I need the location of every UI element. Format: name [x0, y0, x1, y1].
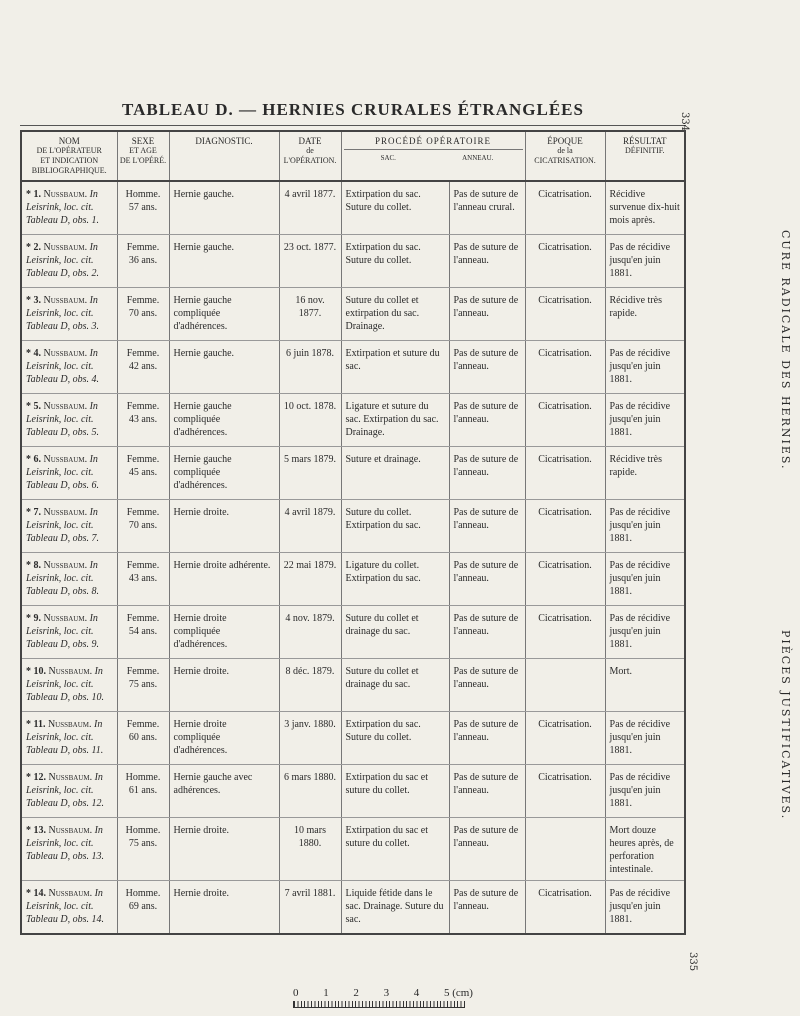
table-row [21, 606, 685, 659]
cell-diag: Hernie droite. [169, 659, 279, 712]
cell-nom: * 9. Nussbaum. In Leisrink, loc. cit. Tableau D, obs. 9. [21, 606, 117, 659]
hernia-table [20, 130, 686, 935]
cell-sac: Suture du collet et extirpation du sac. Drainage. [341, 288, 449, 341]
cell-date: 8 déc. 1879. [279, 659, 341, 712]
cell-sexe: Femme. 70 ans. [117, 288, 169, 341]
cell-sexe: Homme. 69 ans. [117, 881, 169, 935]
page-number-top: 334 [679, 112, 690, 132]
cell-date: 10 mars 1880. [279, 818, 341, 881]
table-header-row [21, 131, 685, 181]
cell-sac: Ligature et suture du sac. Extirpation du sac. Drainage. [341, 394, 449, 447]
cell-date: 3 janv. 1880. [279, 712, 341, 765]
cell-sac: Suture du collet. Extirpation du sac. [341, 500, 449, 553]
cell-anneau: Pas de suture de l'anneau. [449, 288, 525, 341]
col-proc: PROCÉDÉ OPÉRATOIRE SAC. ANNEAU. [341, 131, 525, 181]
cell-nom: * 11. Nussbaum. In Leisrink, loc. cit. Tableau D, obs. 11. [21, 712, 117, 765]
cell-anneau: Pas de suture de l'anneau. [449, 553, 525, 606]
cell-sexe: Femme. 45 ans. [117, 447, 169, 500]
cell-epoque: Cicatrisation. [525, 606, 605, 659]
cell-sac: Extirpation du sac. Suture du collet. [341, 181, 449, 235]
cell-anneau: Pas de suture de l'anneau. [449, 765, 525, 818]
table-row [21, 341, 685, 394]
cell-date: 6 juin 1878. [279, 341, 341, 394]
table-row [21, 818, 685, 881]
cell-resultat: Récidive très rapide. [605, 447, 685, 500]
cell-resultat: Pas de récidive jusqu'en juin 1881. [605, 881, 685, 935]
cell-epoque: Cicatrisation. [525, 394, 605, 447]
cell-diag: Hernie droite adhérente. [169, 553, 279, 606]
cell-nom: * 8. Nussbaum. In Leisrink, loc. cit. Tableau D, obs. 8. [21, 553, 117, 606]
cell-date: 22 mai 1879. [279, 553, 341, 606]
cell-nom: * 13. Nussbaum. In Leisrink, loc. cit. Tableau D, obs. 13. [21, 818, 117, 881]
col-nom: NOM DE L'OPÉRATEUR ET INDICATION BIBLIOGRAPHIQUE. [21, 131, 117, 181]
cell-anneau: Pas de suture de l'anneau. [449, 659, 525, 712]
cell-resultat: Récidive très rapide. [605, 288, 685, 341]
page-number-bottom: 335 [687, 952, 698, 972]
scale-ruler [293, 987, 493, 1008]
col-anneau: ANNEAU. [462, 154, 494, 162]
cell-nom: * 14. Nussbaum. In Leisrink, loc. cit. Tableau D, obs. 14. [21, 881, 117, 935]
cell-sexe: Femme. 70 ans. [117, 500, 169, 553]
cell-sac: Suture et drainage. [341, 447, 449, 500]
running-head-2: PIÈCES JUSTIFICATIVES. [779, 630, 792, 821]
cell-epoque: Cicatrisation. [525, 765, 605, 818]
cell-anneau: Pas de suture de l'anneau. [449, 394, 525, 447]
cell-resultat: Pas de récidive jusqu'en juin 1881. [605, 341, 685, 394]
cell-sac: Suture du collet et drainage du sac. [341, 659, 449, 712]
cell-date: 16 nov. 1877. [279, 288, 341, 341]
cell-nom: * 2. Nussbaum. In Leisrink, loc. cit. Tableau D, obs. 2. [21, 235, 117, 288]
page-title: TABLEAU D. — HERNIES CRURALES ÉTRANGLÉES [122, 100, 584, 119]
scale-bar [293, 1001, 465, 1008]
cell-sexe: Femme. 60 ans. [117, 712, 169, 765]
cell-sac: Extirpation du sac. Suture du collet. [341, 235, 449, 288]
col-date: DATE de L'OPÉRATION. [279, 131, 341, 181]
cell-sac: Ligature du collet. Extirpation du sac. [341, 553, 449, 606]
cell-nom: * 3. Nussbaum. In Leisrink, loc. cit. Tableau D, obs. 3. [21, 288, 117, 341]
cell-epoque: Cicatrisation. [525, 553, 605, 606]
cell-date: 4 avril 1879. [279, 500, 341, 553]
col-sac: SAC. [380, 154, 396, 162]
table-row [21, 500, 685, 553]
cell-epoque: Cicatrisation. [525, 500, 605, 553]
cell-sexe: Femme. 75 ans. [117, 659, 169, 712]
cell-date: 4 nov. 1879. [279, 606, 341, 659]
table-row [21, 659, 685, 712]
col-resultat: RÉSULTAT DÉFINITIF. [605, 131, 685, 181]
cell-nom: * 5. Nussbaum. In Leisrink, loc. cit. Tableau D, obs. 5. [21, 394, 117, 447]
cell-resultat: Pas de récidive jusqu'en juin 1881. [605, 712, 685, 765]
cell-diag: Hernie gauche compliquée d'adhérences. [169, 288, 279, 341]
cell-date: 7 avril 1881. [279, 881, 341, 935]
scale-label: 4 [413, 987, 420, 999]
running-head-1: CURE RADICALE DES HERNIES. [779, 230, 792, 471]
table-row [21, 288, 685, 341]
table-row [21, 235, 685, 288]
table-row [21, 881, 685, 935]
scale-label: 5 (cm) [443, 987, 473, 999]
cell-sexe: Femme. 54 ans. [117, 606, 169, 659]
cell-epoque: Cicatrisation. [525, 181, 605, 235]
cell-resultat: Pas de récidive jusqu'en juin 1881. [605, 606, 685, 659]
cell-diag: Hernie droite. [169, 818, 279, 881]
cell-diag: Hernie gauche. [169, 181, 279, 235]
cell-date: 5 mars 1879. [279, 447, 341, 500]
cell-epoque: Cicatrisation. [525, 881, 605, 935]
cell-date: 6 mars 1880. [279, 765, 341, 818]
cell-resultat: Pas de récidive jusqu'en juin 1881. [605, 394, 685, 447]
cell-diag: Hernie gauche compliquée d'adhérences. [169, 394, 279, 447]
cell-sexe: Femme. 36 ans. [117, 235, 169, 288]
cell-anneau: Pas de suture de l'anneau crural. [449, 181, 525, 235]
table-row [21, 181, 685, 235]
scale-label: 3 [383, 987, 390, 999]
cell-nom: * 12. Nussbaum. In Leisrink, loc. cit. Tableau D, obs. 12. [21, 765, 117, 818]
scale-label: 2 [353, 987, 359, 999]
scale-label: 0 [293, 987, 299, 999]
cell-resultat: Pas de récidive jusqu'en juin 1881. [605, 500, 685, 553]
cell-epoque: Cicatrisation. [525, 288, 605, 341]
cell-nom: * 4. Nussbaum. In Leisrink, loc. cit. Tableau D, obs. 4. [21, 341, 117, 394]
col-diag: DIAGNOSTIC. [169, 131, 279, 181]
cell-sac: Extirpation du sac et suture du collet. [341, 818, 449, 881]
cell-anneau: Pas de suture de l'anneau. [449, 341, 525, 394]
col-epoque: ÉPOQUE de la CICATRISATION. [525, 131, 605, 181]
cell-anneau: Pas de suture de l'anneau. [449, 500, 525, 553]
cell-epoque: Cicatrisation. [525, 712, 605, 765]
cell-diag: Hernie gauche compliquée d'adhérences. [169, 447, 279, 500]
table-row [21, 447, 685, 500]
cell-resultat: Pas de récidive jusqu'en juin 1881. [605, 553, 685, 606]
cell-nom: * 1. Nussbaum. In Leisrink, loc. cit. Tableau D, obs. 1. [21, 181, 117, 235]
cell-diag: Hernie droite. [169, 500, 279, 553]
cell-sac: Extirpation du sac. Suture du collet. [341, 712, 449, 765]
cell-nom: * 7. Nussbaum. In Leisrink, loc. cit. Tableau D, obs. 7. [21, 500, 117, 553]
table-row [21, 394, 685, 447]
cell-resultat: Mort. [605, 659, 685, 712]
cell-sexe: Homme. 61 ans. [117, 765, 169, 818]
col-sexe: SEXE ET AGE DE L'OPÉRÉ. [117, 131, 169, 181]
cell-sac: Suture du collet et drainage du sac. [341, 606, 449, 659]
cell-sac: Extirpation du sac et suture du collet. [341, 765, 449, 818]
cell-diag: Hernie gauche. [169, 235, 279, 288]
cell-date: 23 oct. 1877. [279, 235, 341, 288]
cell-date: 10 oct. 1878. [279, 394, 341, 447]
cell-epoque [525, 659, 605, 712]
cell-sexe: Femme. 43 ans. [117, 394, 169, 447]
cell-epoque: Cicatrisation. [525, 447, 605, 500]
cell-anneau: Pas de suture de l'anneau. [449, 447, 525, 500]
cell-epoque: Cicatrisation. [525, 235, 605, 288]
table-row [21, 765, 685, 818]
cell-sexe: Femme. 43 ans. [117, 553, 169, 606]
cell-sexe: Homme. 57 ans. [117, 181, 169, 235]
cell-diag: Hernie droite compliquée d'adhérences. [169, 712, 279, 765]
table-row [21, 553, 685, 606]
cell-anneau: Pas de suture de l'anneau. [449, 606, 525, 659]
cell-nom: * 10. Nussbaum. In Leisrink, loc. cit. Tableau D, obs. 10. [21, 659, 117, 712]
cell-epoque: Cicatrisation. [525, 341, 605, 394]
cell-diag: Hernie gauche avec adhérences. [169, 765, 279, 818]
cell-sexe: Homme. 75 ans. [117, 818, 169, 881]
cell-resultat: Mort douze heures après, de perforation intestinale. [605, 818, 685, 881]
cell-sac: Liquide fétide dans le sac. Drainage. Suture du sac. [341, 881, 449, 935]
cell-sac: Extirpation et suture du sac. [341, 341, 449, 394]
title-rule [20, 125, 686, 126]
cell-diag: Hernie droite. [169, 881, 279, 935]
cell-resultat: Pas de récidive jusqu'en juin 1881. [605, 235, 685, 288]
cell-nom: * 6. Nussbaum. In Leisrink, loc. cit. Tableau D, obs. 6. [21, 447, 117, 500]
cell-diag: Hernie gauche. [169, 341, 279, 394]
cell-anneau: Pas de suture de l'anneau. [449, 235, 525, 288]
scale-label: 1 [323, 987, 329, 999]
cell-resultat: Récidive survenue dix-huit mois après. [605, 181, 685, 235]
cell-anneau: Pas de suture de l'anneau. [449, 881, 525, 935]
cell-resultat: Pas de récidive jusqu'en juin 1881. [605, 765, 685, 818]
cell-sexe: Femme. 42 ans. [117, 341, 169, 394]
cell-epoque [525, 818, 605, 881]
cell-date: 4 avril 1877. [279, 181, 341, 235]
cell-diag: Hernie droite compliquée d'adhérences. [169, 606, 279, 659]
cell-anneau: Pas de suture de l'anneau. [449, 818, 525, 881]
table-row [21, 712, 685, 765]
cell-anneau: Pas de suture de l'anneau. [449, 712, 525, 765]
